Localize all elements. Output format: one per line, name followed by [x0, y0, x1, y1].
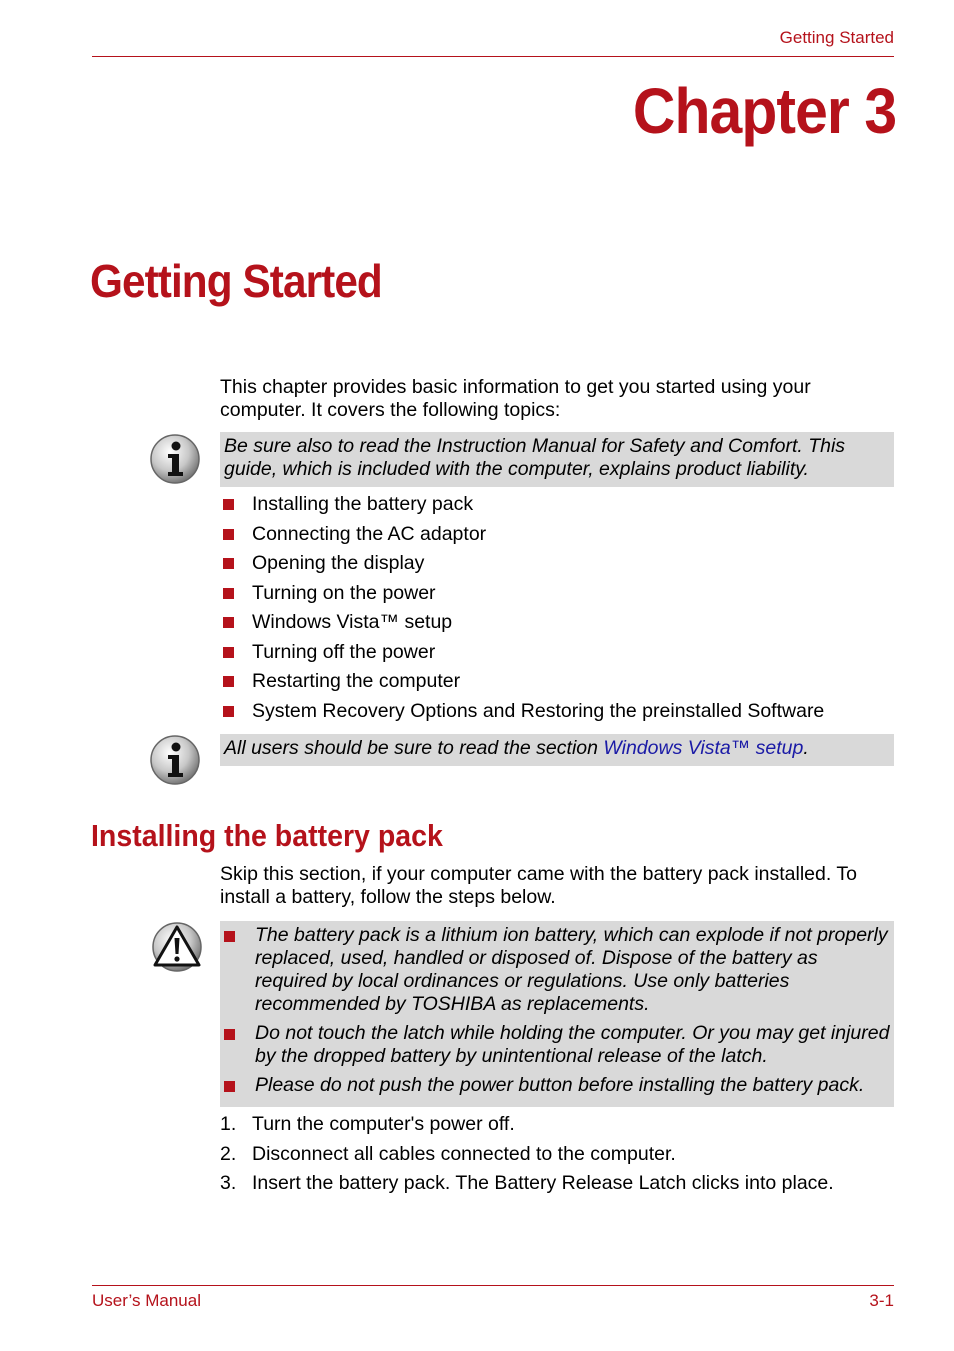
info-icon — [148, 733, 202, 787]
list-item: 1. Turn the computer's power off. — [220, 1113, 515, 1135]
list-item: The battery pack is a lithium ion battery, which can explode if not properly replaced, used, handled or disposed of. Dispose of the battery as required by local ordinances or regulations. Use only batteries recommended by TOSHIBA as replacements. — [220, 924, 894, 1016]
warning-icon — [150, 920, 204, 974]
list-item: Restarting the computer — [220, 667, 920, 697]
bullet-square-icon — [223, 588, 234, 599]
topic-list — [220, 490, 920, 726]
bullet-square-icon — [224, 1081, 235, 1092]
list-item: Turning on the power — [220, 579, 920, 609]
list-item: Windows Vista™ setup — [220, 608, 920, 638]
bullet-square-icon — [223, 499, 234, 510]
list-item: Opening the display — [220, 549, 920, 579]
intro-paragraph: This chapter provides basic information to get you started using your computer. It covers the following topics: — [220, 376, 811, 421]
running-header: Getting Started — [779, 28, 894, 47]
bullet-square-icon — [223, 617, 234, 628]
footer-manual-title: User’s Manual — [92, 1291, 201, 1310]
chapter-title: Chapter 3 — [632, 75, 896, 147]
section-title: Getting Started — [90, 255, 382, 307]
list-item: 2. Disconnect all cables connected to the computer. — [220, 1142, 676, 1165]
subsection-title: Installing the battery pack — [91, 818, 443, 853]
subsection-intro: Skip this section, if your computer came with the battery pack installed. To install a battery, follow the steps below. — [220, 863, 857, 908]
warning-box — [220, 921, 894, 1107]
bullet-square-icon — [223, 647, 234, 658]
list-item: Connecting the AC adaptor — [220, 520, 920, 550]
list-item: Please do not push the power button before installing the battery pack. — [220, 1074, 894, 1097]
header-rule — [92, 56, 894, 57]
bullet-square-icon — [223, 529, 234, 540]
bullet-square-icon — [224, 931, 235, 942]
steps-list — [220, 1110, 920, 1199]
list-item: Turning off the power — [220, 638, 920, 668]
bullet-square-icon — [224, 1029, 235, 1040]
list-item: Do not touch the latch while holding the computer. Or you may get injured by the dropped battery by unintentional release of the latch. — [220, 1022, 894, 1068]
info-icon — [148, 432, 202, 486]
list-item: 3. Insert the battery pack. The Battery Release Latch clicks into place. — [220, 1172, 834, 1194]
windows-vista-setup-link[interactable]: Windows Vista™ setup — [603, 737, 804, 759]
bullet-square-icon — [223, 558, 234, 569]
page-number: 3-1 — [869, 1291, 894, 1310]
list-item: Installing the battery pack — [220, 490, 920, 520]
list-item: System Recovery Options and Restoring the preinstalled Software — [220, 697, 920, 727]
bullet-square-icon — [223, 676, 234, 687]
note-box: All users should be sure to read the section Windows Vista™ setup. — [220, 734, 894, 766]
bullet-square-icon — [223, 706, 234, 717]
note-box: Be sure also to read the Instruction Manual for Safety and Comfort. This guide, which is included with the computer, explains product liability. — [220, 432, 894, 487]
footer-rule — [92, 1285, 894, 1286]
